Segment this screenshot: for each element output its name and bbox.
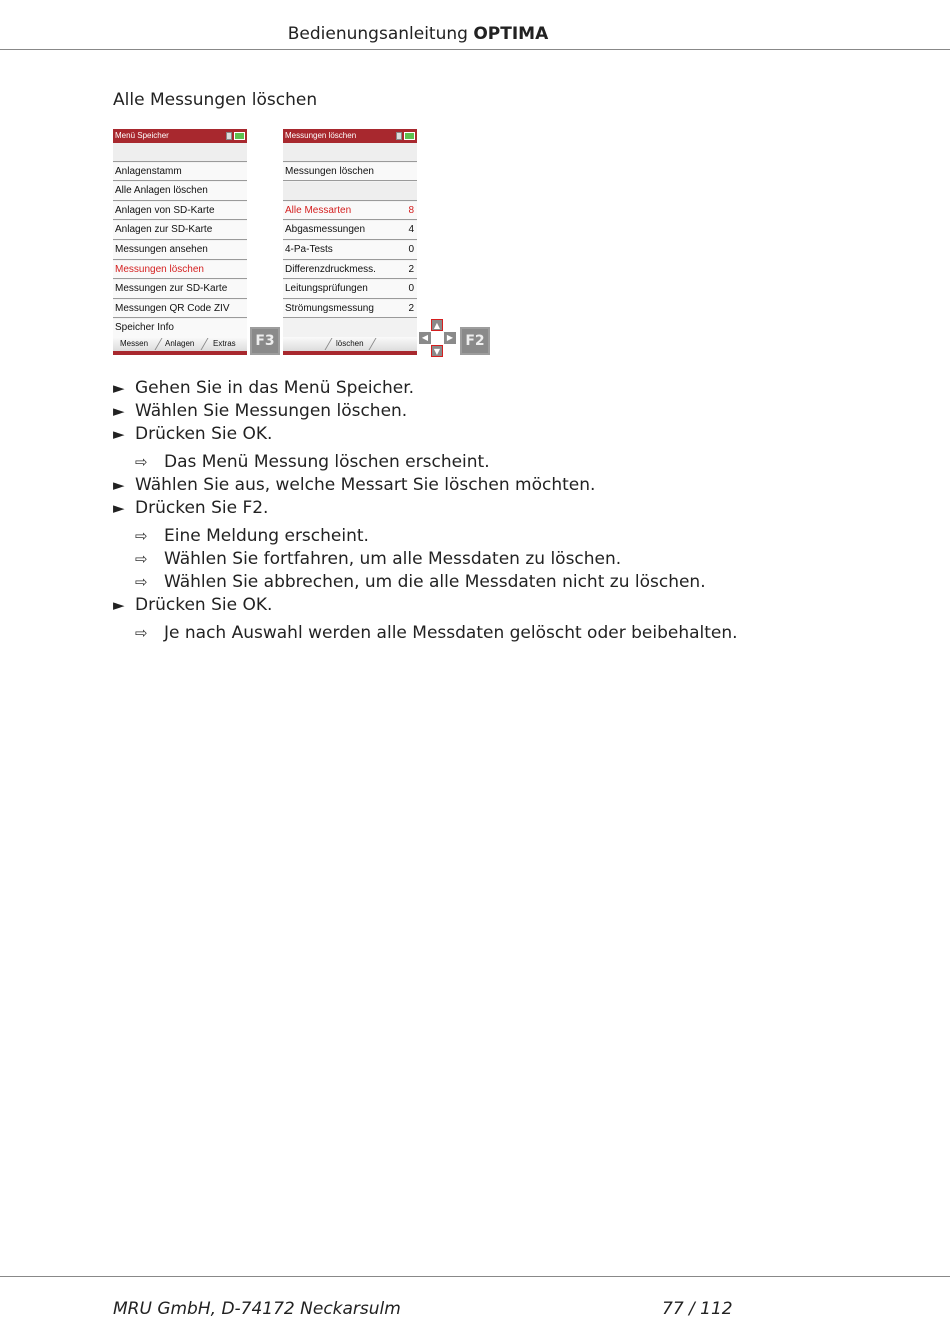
device-screen-messungen-loeschen xyxy=(283,129,417,355)
measurement-label: Leitungsprüfungen xyxy=(285,283,368,295)
measurement-row[interactable] xyxy=(283,182,417,201)
menu-item[interactable] xyxy=(113,319,247,338)
menu-item[interactable] xyxy=(113,202,247,221)
triangle-bullet-icon: ► xyxy=(113,596,125,614)
measurement-row[interactable] xyxy=(283,261,417,280)
document-header xyxy=(0,24,836,44)
measurement-label: Alle Messarten xyxy=(285,204,352,216)
measurement-count: 2 xyxy=(408,302,414,314)
measurement-count: 2 xyxy=(408,263,414,275)
instruction-text: Eine Meldung erscheint. xyxy=(164,526,369,546)
triangle-bullet-icon: ► xyxy=(113,402,125,420)
menu-item[interactable] xyxy=(113,221,247,240)
f3-key[interactable]: F3 xyxy=(250,327,280,355)
screen-title: Menü Speicher xyxy=(115,131,169,140)
measurement-count: 4 xyxy=(408,224,414,236)
triangle-bullet-icon: ► xyxy=(113,425,125,443)
arrow-right-outline-icon: ⇨ xyxy=(135,624,148,642)
arrow-up-icon[interactable]: ▲ xyxy=(431,319,443,331)
instruction-step xyxy=(113,594,813,617)
menu-item-label: Messungen zur SD-Karte xyxy=(115,283,228,295)
arrow-right-outline-icon: ⇨ xyxy=(135,527,148,545)
instruction-text: Drücken Sie OK. xyxy=(135,424,273,444)
instruction-result xyxy=(113,451,813,474)
instruction-text: Das Menü Messung löschen erscheint. xyxy=(164,452,490,472)
footer-page-number: 77 / 112 xyxy=(662,1299,733,1319)
menu-item-label: Speicher Info xyxy=(115,322,174,334)
instruction-list xyxy=(113,377,813,645)
menu-item[interactable] xyxy=(113,241,247,260)
instruction-text: Wählen Sie abbrechen, um die alle Messdaten nicht zu löschen. xyxy=(164,572,706,592)
softkey-extras[interactable]: Extras xyxy=(213,339,236,348)
menu-item[interactable] xyxy=(113,300,247,319)
menu-item-label: Messungen QR Code ZIV xyxy=(115,302,230,314)
arrow-right-outline-icon: ⇨ xyxy=(135,573,148,591)
menu-item-label: Alle Anlagen löschen xyxy=(115,185,208,197)
instruction-result xyxy=(113,548,813,571)
softkey-separator xyxy=(155,338,163,350)
menu-item-label: Anlagen von SD-Karte xyxy=(115,204,215,216)
instruction-step xyxy=(113,474,813,497)
menu-item-label: Messungen löschen xyxy=(115,263,204,275)
menu-list xyxy=(113,143,247,339)
softkey-bar xyxy=(283,337,417,351)
device-screen-menu-speicher xyxy=(113,129,247,355)
menu-item-label: Anlagen zur SD-Karte xyxy=(115,224,213,236)
instruction-text: Je nach Auswahl werden alle Messdaten gelöscht oder beibehalten. xyxy=(164,623,738,643)
instruction-step xyxy=(113,497,813,520)
measurement-count: 0 xyxy=(408,283,414,295)
measurement-label: Messungen löschen xyxy=(285,165,374,177)
header-title-prefix: Bedienungsanleitung xyxy=(287,24,468,44)
menu-item-label: Messungen ansehen xyxy=(115,243,208,255)
measurement-count: 0 xyxy=(408,243,414,255)
instruction-step xyxy=(113,400,813,423)
section-title: Alle Messungen löschen xyxy=(113,90,318,110)
menu-item[interactable] xyxy=(113,280,247,299)
measurement-row[interactable] xyxy=(283,143,417,162)
softkey-separator xyxy=(325,338,333,350)
arrow-down-icon[interactable]: ▼ xyxy=(431,345,443,357)
instruction-text: Drücken Sie F2. xyxy=(135,498,269,518)
measurement-row[interactable] xyxy=(283,300,417,319)
instruction-result xyxy=(113,622,813,645)
instruction-text: Gehen Sie in das Menü Speicher. xyxy=(135,378,415,398)
menu-item[interactable] xyxy=(113,261,247,280)
screen-title-bar xyxy=(283,129,417,143)
triangle-bullet-icon: ► xyxy=(113,379,125,397)
measurement-row[interactable] xyxy=(283,221,417,240)
measurement-row[interactable] xyxy=(283,202,417,221)
menu-list xyxy=(283,143,417,319)
softkey-bar xyxy=(113,337,247,351)
arrow-left-icon[interactable]: ◀ xyxy=(419,332,431,344)
measurement-label: Differenzdruckmess. xyxy=(285,263,376,275)
arrow-right-outline-icon: ⇨ xyxy=(135,453,148,471)
softkey-loeschen[interactable]: löschen xyxy=(336,339,364,348)
screen-title-bar xyxy=(113,129,247,143)
triangle-bullet-icon: ► xyxy=(113,499,125,517)
arrow-right-icon[interactable]: ▶ xyxy=(444,332,456,344)
menu-item[interactable] xyxy=(113,182,247,201)
instruction-result xyxy=(113,571,813,594)
battery-icon xyxy=(404,132,415,140)
measurement-label: Strömungsmessung xyxy=(285,302,374,314)
footer-company: MRU GmbH, D-74172 Neckarsulm xyxy=(113,1299,401,1319)
menu-item[interactable] xyxy=(113,143,247,162)
triangle-bullet-icon: ► xyxy=(113,476,125,494)
measurement-row[interactable] xyxy=(283,163,417,182)
softkey-messen[interactable]: Messen xyxy=(120,339,149,348)
measurement-label: 4-Pa-Tests xyxy=(285,243,333,255)
header-divider xyxy=(0,49,950,50)
dpad-icon[interactable] xyxy=(419,319,457,357)
instruction-text: Wählen Sie Messungen löschen. xyxy=(135,401,408,421)
screen-title: Messungen löschen xyxy=(285,131,357,140)
instruction-text: Wählen Sie aus, welche Messart Sie löschen möchten. xyxy=(135,475,596,495)
measurement-label: Abgasmessungen xyxy=(285,224,366,236)
measurement-row[interactable] xyxy=(283,280,417,299)
header-title-product: OPTIMA xyxy=(473,24,549,44)
instruction-result xyxy=(113,525,813,548)
footer-divider xyxy=(0,1276,950,1277)
instruction-text: Wählen Sie fortfahren, um alle Messdaten zu löschen. xyxy=(164,549,622,569)
sd-card-icon xyxy=(226,132,232,140)
measurement-count: 8 xyxy=(408,204,414,216)
instruction-step xyxy=(113,377,813,400)
sd-card-icon xyxy=(396,132,402,140)
softkey-separator xyxy=(369,338,377,350)
instruction-text: Drücken Sie OK. xyxy=(135,595,273,615)
menu-item-label: Anlagenstamm xyxy=(115,165,182,177)
menu-item[interactable] xyxy=(113,163,247,182)
softkey-separator xyxy=(201,338,209,350)
arrow-right-outline-icon: ⇨ xyxy=(135,550,148,568)
measurement-row[interactable] xyxy=(283,241,417,260)
battery-icon xyxy=(234,132,245,140)
f2-key[interactable]: F2 xyxy=(460,327,490,355)
instruction-step xyxy=(113,423,813,446)
softkey-anlagen[interactable]: Anlagen xyxy=(165,339,195,348)
